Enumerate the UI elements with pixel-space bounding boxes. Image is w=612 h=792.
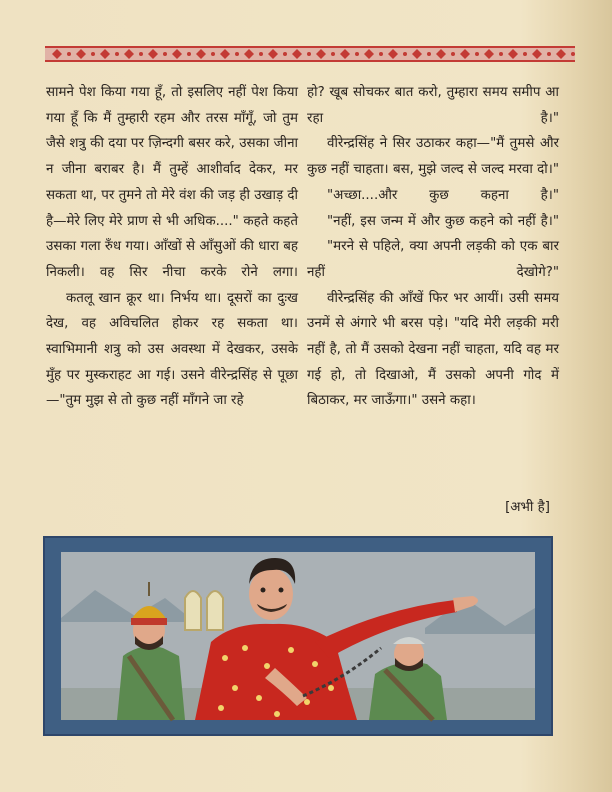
- floral-motif: [412, 49, 422, 59]
- floral-motif: [436, 49, 446, 59]
- paragraph: सामने पेश किया गया हूँ, तो इसलिए नहीं पेश किया गया हूँ कि मैं तुम्हारी रहम और तरस माँगूँ, जो तुम जैसे शत्रु की दया पर ज़िन्दगी बसर करे, उसका जीना न जीना बराबर है। मैं तुम्हें आशीर्वाद देकर, मर सकता था, पर तुमने तो मेरे वंश की जड़ ही उखाड़ दी है—मेरे लिए मेरे प्राण से भी अधिक...." कहते कहते उसका गला रुँध गया। आँखों से आँसुओं की धारा बह निकली। वह सिर नीचा करके रोने लगा।: [46, 85, 298, 280]
- paragraph: "मरने से पहिले, क्या अपनी लड़की को एक बार नहीं देखोगे?": [307, 239, 559, 280]
- floral-dot: [235, 52, 239, 56]
- floral-dot: [451, 52, 455, 56]
- floral-dot: [67, 52, 71, 56]
- floral-motif: [196, 49, 206, 59]
- floral-motif: [484, 49, 494, 59]
- floral-motif: [532, 49, 542, 59]
- floral-motif: [100, 49, 110, 59]
- floral-dot: [331, 52, 335, 56]
- floral-motif: [172, 49, 182, 59]
- floral-dot: [355, 52, 359, 56]
- floral-motif: [316, 49, 326, 59]
- floral-dot: [163, 52, 167, 56]
- paragraph: वीरेन्द्रसिंह की आँखें फिर भर आयीं। उसी समय उनमें से अंगारे भी बरस पड़े। "यदि मेरी लड़की मरी नहीं है, तो मैं उसको देखना नहीं चाहता, यदि वह मर गई हो, तो दिखाओ, मैं उसको अपनी गोद में बिठाकर, मर जाऊँगा।" उसने कहा।: [307, 290, 559, 409]
- continued-label: [अभी है]: [505, 500, 550, 515]
- decorative-border: [45, 46, 575, 62]
- floral-dot: [547, 52, 551, 56]
- floral-dot: [571, 52, 575, 56]
- floral-motif: [52, 49, 62, 59]
- paragraph: कतलू खान क्रूर था। निर्भय था। दूसरों का दुःख देख, वह अविचलित होकर रह सकता था। स्वाभिमानी शत्रु को उस अवस्था में देखकर, उसके मुँह पर मुस्कराहट आ गई। उसने वीरेन्द्रसिंह से पूछा—"तुम मुझ से तो कुछ नहीं माँगने जा रहे: [46, 290, 298, 409]
- floral-motif: [220, 49, 230, 59]
- floral-dot: [379, 52, 383, 56]
- floral-motif: [244, 49, 254, 59]
- floral-dot: [307, 52, 311, 56]
- text-column-right: [307, 80, 559, 414]
- floral-dot: [403, 52, 407, 56]
- paragraph: वीरेन्द्रसिंह ने सिर उठाकर कहा—"मैं तुमसे और कुछ नहीं चाहता। बस, मुझे जल्द से जल्द मरवा दो।": [307, 136, 559, 178]
- paragraph: "नहीं, इस जन्म में और कुछ कहने को नहीं है।": [327, 213, 559, 229]
- floral-motif: [124, 49, 134, 59]
- floral-motif: [364, 49, 374, 59]
- floral-dot: [91, 52, 95, 56]
- illustration-scene: [45, 538, 551, 734]
- paragraph: "अच्छा....और कुछ कहना है।": [327, 187, 559, 203]
- floral-dot: [211, 52, 215, 56]
- floral-motif: [292, 49, 302, 59]
- floral-motif: [556, 49, 566, 59]
- floral-motif: [268, 49, 278, 59]
- floral-dot: [523, 52, 527, 56]
- floral-motif: [148, 49, 158, 59]
- text-column-left: [46, 80, 298, 414]
- floral-motif: [460, 49, 470, 59]
- floral-motif: [388, 49, 398, 59]
- story-illustration: [43, 536, 553, 736]
- floral-dot: [139, 52, 143, 56]
- paragraph: हो? खूब सोचकर बात करो, तुम्हारा समय समीप आ रहा है।": [307, 85, 559, 126]
- floral-motif: [340, 49, 350, 59]
- floral-dot: [283, 52, 287, 56]
- floral-border-pattern: [45, 48, 575, 60]
- floral-dot: [427, 52, 431, 56]
- floral-dot: [115, 52, 119, 56]
- floral-dot: [259, 52, 263, 56]
- floral-dot: [475, 52, 479, 56]
- floral-dot: [187, 52, 191, 56]
- floral-dot: [499, 52, 503, 56]
- floral-motif: [508, 49, 518, 59]
- floral-motif: [76, 49, 86, 59]
